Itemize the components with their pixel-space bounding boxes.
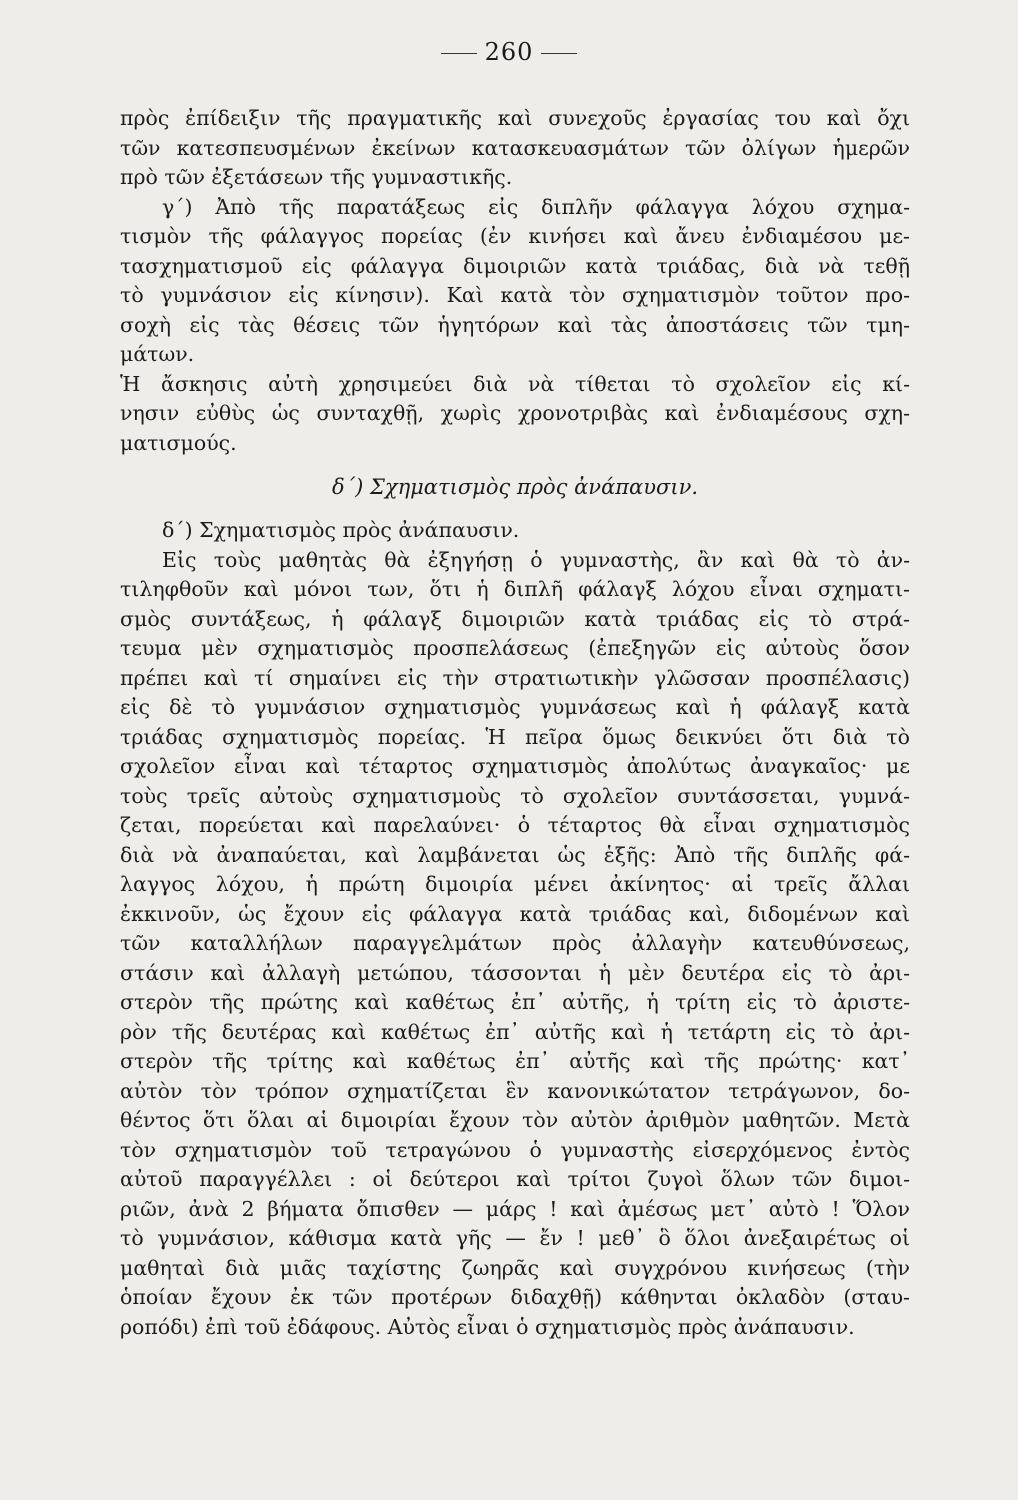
text-line: ὁποίαν ἔχουν ἐκ τῶν προτέρων διδαχθῇ) κάθηνται ὀκλαδὸν (σταυ- <box>120 1285 910 1309</box>
text-line: εἰς δὲ τὸ γυμνάσιον σχηματισμὸς γυμνάσεως καὶ ἡ φάλαγξ κατὰ <box>120 695 910 719</box>
text-line: σμὸς συντάξεως, ἡ φάλαγξ διμοιριῶν κατὰ τριάδας εἰς τὸ στρά- <box>120 606 910 631</box>
text-line: τὸ γυμνάσιον, κάθισμα κατὰ γῆς — ἔν ! μεθ᾽ ὃ ὅλοι ἀνεξαιρέτως οἱ <box>120 1226 910 1250</box>
text-line: νησιν εὐθὺς ὡς συνταχθῇ, χωρὶς χρονοτριβὰς καὶ ἐνδιαμέσους σχη- <box>120 401 910 425</box>
text-line: πρέπει καὶ τί σημαίνει εἰς τὴν στρατιωτικὴν γλῶσσαν προσπέλασις) <box>120 665 910 690</box>
text-line: πρὸ τῶν ἐξετάσεων τῆς γυμναστικῆς. <box>120 165 513 189</box>
text-line: τὸ γυμνάσιον εἰς κίνησιν). Καὶ κατὰ τὸν σχηματισμὸν τοῦτον προ- <box>120 283 910 307</box>
page-number-dash-right <box>541 53 577 54</box>
text-line: σοχὴ εἰς τὰς θέσεις τῶν ἡγητόρων καὶ τὰς ἀποστάσεις τῶν τμη- <box>120 312 910 337</box>
text-line: αὐτὸν τὸν τρόπον σχηματίζεται ἓν κανονικώτατον τετράγωνον, δο- <box>120 1078 910 1103</box>
text-line: τευμα μὲν σχηματισμὸς προσπελάσεως (ἐπεξηγῶν εἰς αὐτοὺς ὅσον <box>120 636 910 660</box>
paragraph-2 <box>120 193 910 370</box>
text-line: Ἡ ἄσκησις αὐτὴ χρησιμεύει διὰ νὰ τίθεται τὸ σχολεῖον εἰς κί- <box>120 371 910 396</box>
text-line: λαγγος λόχου, ἡ πρώτη διμοιρία μένει ἀκίνητος· αἱ τρεῖς ἄλλαι <box>120 872 910 896</box>
text-line: στερὸν τῆς τρίτης καὶ καθέτως ἐπ᾽ αὐτῆς καὶ τῆς πρώτης· κατ᾽ <box>120 1049 910 1073</box>
text-line: θέντος ὅτι ὅλαι αἱ διμοιρίαι ἔχουν τὸν αὐτὸν ἀριθμὸν μαθητῶν. Μετὰ <box>120 1108 910 1132</box>
text-line: μαθηταὶ διὰ μιᾶς ταχίστης ζωηρᾶς καὶ συγχρόνου κινήσεως (τὴν <box>120 1255 910 1280</box>
paragraph-4 <box>120 516 910 1342</box>
body-text <box>120 104 910 1342</box>
text-line: αὐτοῦ παραγγέλλει : οἱ δεύτεροι καὶ τρίτοι ζυγοὶ ὅλων τῶν διμοι- <box>120 1167 910 1191</box>
text-line: τισμὸν τῆς φάλαγγος πορείας (ἐν κινήσει καὶ ἄνευ ἐνδιαμέσου με- <box>120 224 910 248</box>
paragraph-3 <box>120 370 910 459</box>
subheading-line: δ΄) Σχηματισμὸς πρὸς ἀνάπαυσιν. <box>162 518 520 542</box>
text-line: στάσιν καὶ ἀλλαγὴ μετώπου, τάσσονται ἡ μὲν δευτέρα εἰς τὸ ἀρι- <box>120 960 910 985</box>
text-line: γ΄) Ἀπὸ τῆς παρατάξεως εἰς διπλῆν φάλαγγα λόχου σχημα- <box>162 194 910 219</box>
text-line: Εἰς τοὺς μαθητὰς θὰ ἐξηγήσῃ ὁ γυμναστὴς, ἂν καὶ θὰ τὸ ἀν- <box>162 547 910 572</box>
text-line: ρὸν τῆς δευτέρας καὶ καθέτως ἐπ᾽ αὐτῆς καὶ ἡ τετάρτη εἰς τὸ ἀρι- <box>120 1019 910 1044</box>
text-line: σχολεῖον εἶναι καὶ τέταρτος σχηματισμὸς ἀπολύτως ἀναγκαῖος· με <box>120 754 910 778</box>
text-line: ροπόδι) ἐπὶ τοῦ ἐδάφους. Αὐτὸς εἶναι ὁ σχηματισμὸς πρὸς ἀνάπαυσιν. <box>120 1314 855 1339</box>
text-line: ζεται, πορεύεται καὶ παρελαύνει· ὁ τέταρτος θὰ εἶναι σχηματισμὸς <box>120 813 910 837</box>
text-line: τῶν καταλλήλων παραγγελμάτων πρὸς ἀλλαγὴν κατευθύνσεως, <box>120 931 910 955</box>
page-number-text: 260 <box>484 38 534 66</box>
page-number <box>0 38 1018 66</box>
text-line: τῶν κατεσπευσμένων ἐκείνων κατασκευασμάτων τῶν ὀλίγων ἡμερῶν <box>120 135 910 160</box>
text-line: ἐκκινοῦν, ὡς ἔχουν εἰς φάλαγγα κατὰ τριάδας καὶ, διδομένων καὶ <box>120 901 910 926</box>
text-line: τοὺς τρεῖς αὐτοὺς σχηματισμοὺς τὸ σχολεῖον συντάσσεται, γυμνά- <box>120 783 910 808</box>
text-line: τριάδας σχηματισμὸς πορείας. Ἡ πεῖρα ὅμως δεικνύει ὅτι διὰ τὸ <box>120 724 910 749</box>
text-line: πρὸς ἐπίδειξιν τῆς πραγματικῆς καὶ συνεχοῦς ἐργασίας του καὶ ὄχι <box>120 106 910 130</box>
text-line: μάτων. <box>120 342 195 366</box>
paragraph-1 <box>120 104 910 193</box>
text-line: τασχηματισμοῦ εἰς φάλαγγα διμοιριῶν κατὰ τριάδας, διὰ νὰ τεθῇ <box>120 253 910 278</box>
text-line: τιληφθοῦν καὶ μόνοι των, ὅτι ἡ διπλῆ φάλαγξ λόχου εἶναι σχηματι- <box>120 577 910 601</box>
text-line: τὸν σχηματισμὸν τοῦ τετραγώνου ὁ γυμναστὴς εἰσερχόμενος ἐντὸς <box>120 1137 910 1162</box>
text-line: στερὸν τῆς πρώτης καὶ καθέτως ἐπ᾽ αὐτῆς, ἡ τρίτη εἰς τὸ ἀριστε- <box>120 990 910 1014</box>
text-line: ριῶν, ἀνὰ 2 βήματα ὄπισθεν — μάρς ! καὶ ἀμέσως μετ᾽ αὐτὸ ! Ὅλον <box>120 1196 910 1221</box>
text-line: διὰ νὰ ἀναπαύεται, καὶ λαμβάνεται ὡς ἑξῆς: Ἀπὸ τῆς διπλῆς φά- <box>120 842 910 867</box>
page-number-dash-left <box>441 53 477 54</box>
text-line: ματισμούς. <box>120 430 237 455</box>
section-heading: δ΄) Σχηματισμὸς πρὸς ἀνάπαυσιν. <box>331 475 699 499</box>
